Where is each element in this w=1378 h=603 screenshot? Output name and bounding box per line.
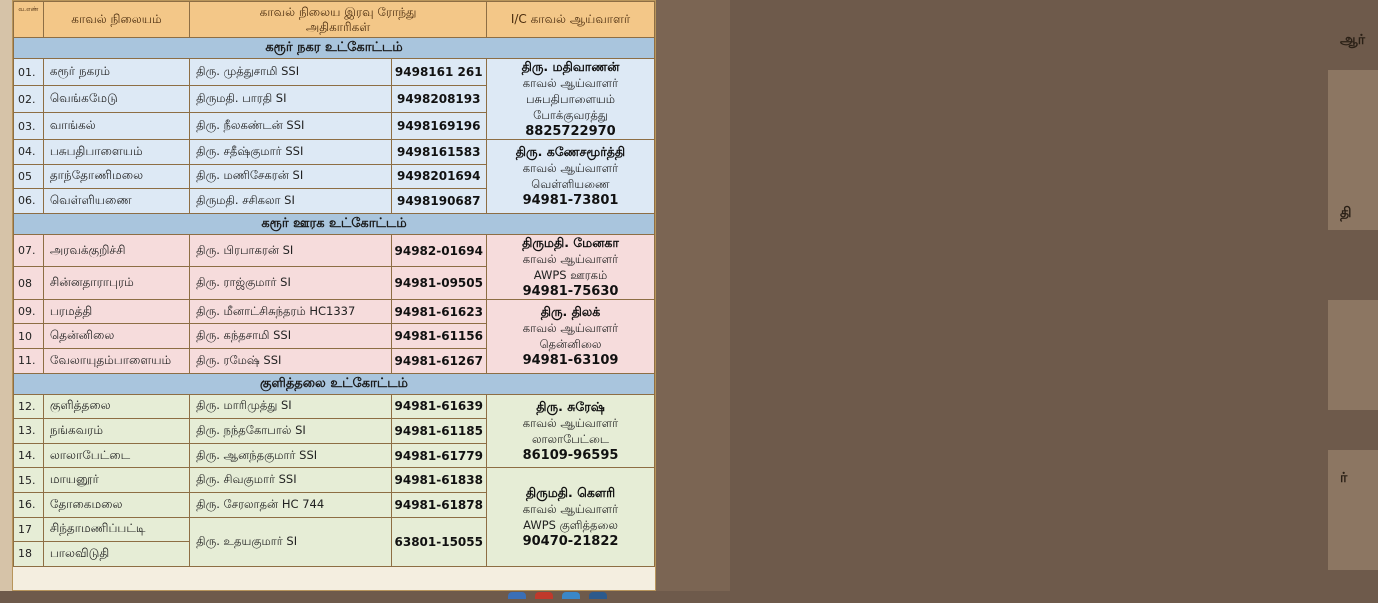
inspector-designation: AWPS ஊரகம் [533, 267, 608, 282]
officer-name: திரு. ரமேஷ் SSI [190, 348, 391, 373]
officer-phone: 94981-61623 [391, 299, 486, 324]
station-name: கரூர் நகரம் [43, 59, 189, 86]
inspector-designation: லாலாபேட்டை [531, 431, 609, 446]
inspector-designation: காவல் ஆய்வாளர் [522, 161, 619, 176]
officer-phone: 94981-61838 [391, 468, 486, 493]
officer-name: திரு. முத்துசாமி SSI [190, 59, 391, 86]
inspector-designation: காவல் ஆய்வாளர் [522, 502, 619, 517]
background-text: ர் [1340, 470, 1348, 486]
officer-phone: 94981-61156 [391, 324, 486, 349]
serial-number: 06. [14, 189, 44, 214]
officer-name: திரு. பிரபாகரன் SI [190, 234, 391, 267]
officer-phone: 9498161 261 [391, 59, 486, 86]
officer-phone: 9498190687 [391, 189, 486, 214]
officer-phone: 9498208193 [391, 86, 486, 113]
night-patrol-table [13, 1, 655, 567]
header-officer-line2: அதிகாரிகள் [305, 19, 371, 34]
header-officer [190, 2, 487, 38]
inspector-phone: 94981-73801 [522, 193, 619, 209]
table-row [14, 234, 655, 267]
serial-number: 14. [14, 443, 44, 468]
officer-phone: 9498169196 [391, 113, 486, 140]
station-name: வேலாயுதம்பாளையம் [43, 348, 189, 373]
table-row [14, 59, 655, 86]
officer-name: திரு. ராஜ்குமார் SI [190, 267, 391, 300]
background-block [1328, 450, 1378, 570]
inspector-name: திருமதி. மேனகா [522, 234, 619, 250]
serial-number: 16. [14, 492, 44, 517]
serial-number: 02. [14, 86, 44, 113]
officer-phone: 63801-15055 [391, 517, 486, 566]
officer-name: திரு. மணிசேகரன் SI [190, 164, 391, 189]
station-name: சிந்தாமணிப்பட்டி [43, 517, 189, 542]
inspector-name: திரு. சுரேஷ் [536, 398, 605, 414]
inspector-designation: போக்குவரத்து [533, 108, 608, 122]
inspector-cell [486, 59, 654, 140]
share-icon[interactable] [535, 592, 553, 599]
officer-name: திரு. மீனாட்சிசுந்தரம் HC1337 [190, 299, 391, 324]
left-page-edge [0, 0, 12, 591]
table-row [14, 299, 655, 324]
serial-number: 12. [14, 394, 44, 419]
header-inspector: I/C காவல் ஆய்வாளர் [486, 2, 654, 38]
station-name: பசுபதிபாளையம் [43, 140, 189, 165]
officer-phone: 94982-01694 [391, 234, 486, 267]
station-name: தென்னிலை [43, 324, 189, 349]
officer-name: திரு. நந்தகோபால் SI [190, 419, 391, 444]
inspector-cell [486, 140, 654, 214]
officer-name: திரு. ஆனந்தகுமார் SSI [190, 443, 391, 468]
station-name: வாங்கல் [43, 113, 189, 140]
background-page [656, 0, 1366, 591]
table-header-row [14, 2, 655, 38]
header-station: காவல் நிலையம் [43, 2, 189, 38]
serial-number: 03. [14, 113, 44, 140]
section-title: குளித்தலை உட்கோட்டம் [14, 373, 655, 394]
inspector-phone: 90470-21822 [522, 534, 619, 550]
header-serial-number: வ.எண் [14, 2, 44, 38]
station-name: மாயனூர் [43, 468, 189, 493]
station-name: லாலாபேட்டை [43, 443, 189, 468]
officer-phone: 94981-61639 [391, 394, 486, 419]
officer-name: திருமதி. சசிகலா SI [190, 189, 391, 214]
station-name: பரமத்தி [43, 299, 189, 324]
station-name: தோகைமலை [43, 492, 189, 517]
serial-number: 10 [14, 324, 44, 349]
officer-name: திரு. கந்தசாமி SSI [190, 324, 391, 349]
serial-number: 13. [14, 419, 44, 444]
officer-phone: 9498201694 [391, 164, 486, 189]
background-block [1328, 70, 1378, 230]
station-name: அரவக்குறிச்சி [43, 234, 189, 267]
inspector-designation: தென்னிலை [539, 337, 602, 352]
table-row [14, 140, 655, 165]
background-block [1328, 300, 1378, 410]
serial-number: 18 [14, 542, 44, 567]
share-icon[interactable] [589, 592, 607, 599]
header-officer-line1: காவல் நிலைய இரவு ரோந்து [259, 4, 417, 19]
table-row [14, 394, 655, 419]
background-text: ஆர் [1340, 32, 1366, 48]
officer-phone: 94981-61267 [391, 348, 486, 373]
officer-phone: 94981-61878 [391, 492, 486, 517]
inspector-phone: 8825722970 [525, 124, 616, 139]
station-name: வெள்ளியணை [43, 189, 189, 214]
section-title: கரூர் ஊரக உட்கோட்டம் [14, 213, 655, 234]
officers-table-sheet [12, 0, 656, 591]
inspector-designation: காவல் ஆய்வாளர் [522, 251, 619, 266]
inspector-designation: வெள்ளியணை [531, 177, 610, 192]
inspector-phone: 94981-75630 [522, 283, 619, 299]
serial-number: 17 [14, 517, 44, 542]
inspector-cell [486, 394, 654, 468]
officer-phone: 94981-09505 [391, 267, 486, 300]
inspector-designation: காவல் ஆய்வாளர் [522, 76, 619, 90]
officer-phone: 94981-61185 [391, 419, 486, 444]
section-row [14, 38, 655, 59]
station-name: வெங்கமேடு [43, 86, 189, 113]
section-title: கரூர் நகர உட்கோட்டம் [14, 38, 655, 59]
section-row [14, 213, 655, 234]
inspector-name: திரு. மதிவாணன் [521, 59, 620, 74]
inspector-cell [486, 234, 654, 299]
station-name: நங்கவரம் [43, 419, 189, 444]
share-icons [508, 584, 611, 603]
inspector-cell [486, 468, 654, 566]
station-name: குளித்தலை [43, 394, 189, 419]
officer-name: திரு. சேரலாதன் HC 744 [190, 492, 391, 517]
share-icon[interactable] [562, 592, 580, 599]
officer-phone: 9498161583 [391, 140, 486, 165]
inspector-cell [486, 299, 654, 373]
officer-phone: 94981-61779 [391, 443, 486, 468]
serial-number: 11. [14, 348, 44, 373]
inspector-designation: AWPS குளித்தலை [523, 518, 618, 533]
officer-name: திரு. மாரிமுத்து SI [190, 394, 391, 419]
serial-number: 01. [14, 59, 44, 86]
serial-number: 09. [14, 299, 44, 324]
serial-number: 04. [14, 140, 44, 165]
officer-name: திரு. சிவகுமார் SSI [190, 468, 391, 493]
serial-number: 07. [14, 234, 44, 267]
station-name: தாந்தோணிமலை [43, 164, 189, 189]
officer-name: திரு. உதயகுமார் SI [190, 517, 391, 566]
table-row [14, 468, 655, 493]
serial-number: 15. [14, 468, 44, 493]
inspector-name: திரு. கணேசமூர்த்தி [515, 144, 626, 160]
station-name: சின்னதாராபுரம் [43, 267, 189, 300]
serial-number: 05 [14, 164, 44, 189]
inspector-phone: 86109-96595 [522, 447, 619, 463]
officer-name: திரு. சதீஷ்குமார் SSI [190, 140, 391, 165]
officer-name: திருமதி. பாரதி SI [190, 86, 391, 113]
inspector-designation: பசுபதிபாளையம் [526, 92, 615, 106]
section-row [14, 373, 655, 394]
station-name: பாலவிடுதி [43, 542, 189, 567]
officer-name: திரு. நீலகண்டன் SSI [190, 113, 391, 140]
share-icon[interactable] [508, 592, 526, 599]
inspector-name: திரு. திலக் [540, 304, 601, 320]
inspector-designation: காவல் ஆய்வாளர் [522, 321, 619, 336]
inspector-name: திருமதி. கௌரி [525, 485, 616, 501]
inspector-phone: 94981-63109 [522, 353, 619, 369]
inspector-designation: காவல் ஆய்வாளர் [522, 415, 619, 430]
background-text: தி [1340, 205, 1352, 221]
serial-number: 08 [14, 267, 44, 300]
